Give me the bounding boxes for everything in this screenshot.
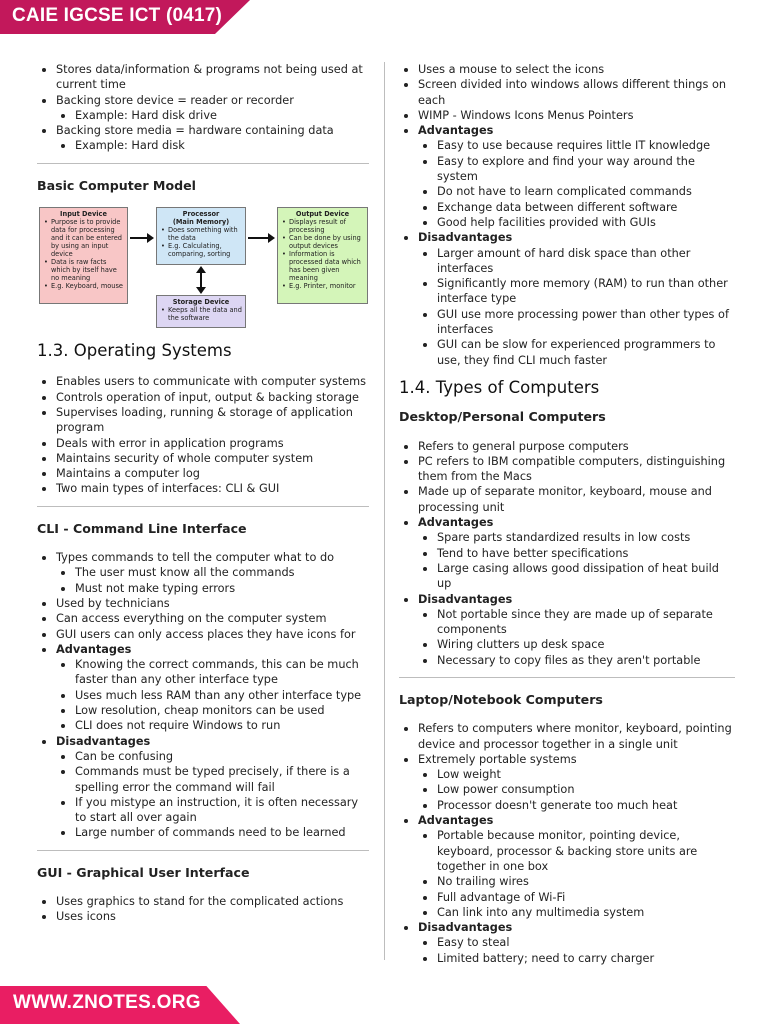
list-item-text: Extremely portable systems — [418, 752, 577, 766]
processor-title: Processor — [182, 210, 220, 219]
list-item-text: Wiring clutters up desk space — [437, 638, 605, 652]
arrow-processor-to-output — [248, 237, 273, 239]
sub-list — [418, 530, 735, 591]
list-item-text: Good help facilities provided with GUIs — [437, 215, 656, 229]
list-item-text: Backing store device = reader or recorder — [56, 93, 294, 107]
sub-list — [56, 657, 369, 733]
list-item-text: Uses much less RAM than any other interface type — [75, 688, 362, 702]
list-item — [37, 405, 369, 436]
list-item — [56, 565, 369, 580]
cli-list — [37, 550, 369, 841]
list-item-text: Must not make typing errors — [75, 581, 236, 595]
list-item-text: Exchange data between different software — [437, 200, 678, 214]
list-item — [418, 874, 735, 889]
list-item-text: Commands must be typed precisely, if there is a spelling error the command will fail — [75, 765, 350, 794]
list-item — [37, 62, 369, 93]
list-item — [418, 653, 735, 668]
list-item — [418, 138, 735, 153]
processor-items — [160, 226, 242, 258]
list-item-text: Refers to general purpose computers — [418, 439, 629, 453]
list-item-text: Spare parts standardized results in low costs — [437, 531, 691, 545]
list-item-text: Two main types of interfaces: CLI & GUI — [56, 482, 280, 496]
list-item — [418, 215, 735, 230]
list-item-text: PC refers to IBM compatible computers, distinguishing them from the Macs — [418, 454, 726, 484]
laptop-list — [399, 721, 735, 966]
list-item — [399, 592, 735, 668]
diagram-item: • Information is processed data which has been given meaning — [281, 250, 364, 282]
output-device-items — [281, 218, 364, 290]
arrow-processor-storage — [200, 268, 202, 292]
list-item-text: Disadvantages — [56, 734, 151, 748]
desktop-list — [399, 439, 735, 668]
list-item-text: The user must know all the commands — [75, 566, 295, 580]
footer-url[interactable]: WWW.ZNOTES.ORG — [13, 992, 201, 1013]
list-item — [37, 436, 369, 451]
list-item-text: Full advantage of Wi-Fi — [437, 890, 566, 904]
list-item-text: Do not have to learn complicated commands — [437, 185, 692, 199]
list-item — [37, 123, 369, 154]
list-item — [37, 451, 369, 466]
sub-list — [418, 607, 735, 668]
list-item-text: Types commands to tell the computer what to do — [56, 551, 335, 565]
list-item — [37, 596, 369, 611]
list-item — [399, 77, 735, 108]
os-heading: 1.3. Operating Systems — [37, 341, 232, 361]
sub-list — [418, 767, 735, 813]
list-item — [418, 184, 735, 199]
list-item — [37, 734, 369, 841]
sub-list — [418, 138, 735, 230]
list-item-text: Larger amount of hard disk space than other interfaces — [437, 246, 691, 275]
list-item-text: Used by technicians — [56, 596, 170, 610]
list-item — [418, 530, 735, 545]
list-item-text: Example: Hard disk — [75, 139, 185, 153]
diagram-item: • Keeps all the data and the software — [160, 306, 242, 322]
list-item — [418, 637, 735, 652]
list-item — [418, 337, 735, 368]
list-item-text: Uses graphics to stand for the complicated actions — [56, 894, 344, 908]
list-item-text: Large casing allows good dissipation of heat build up — [437, 561, 719, 591]
sub-list — [56, 565, 369, 596]
diagram-item: • E.g. Calculating, comparing, sorting — [160, 242, 242, 258]
list-item-text: Disadvantages — [418, 921, 513, 935]
storage-device-items — [160, 306, 242, 322]
list-item — [418, 951, 735, 966]
list-item — [37, 627, 369, 642]
list-item — [399, 108, 735, 123]
diagram-item: • Does something with the data — [160, 226, 242, 242]
list-item — [418, 246, 735, 277]
list-item-text: Low resolution, cheap monitors can be used — [75, 704, 325, 718]
list-item — [399, 721, 735, 752]
list-item — [37, 390, 369, 405]
list-item — [37, 93, 369, 124]
list-item — [37, 550, 369, 596]
diagram-item: • Can be done by using output devices — [281, 234, 364, 250]
diagram-item: • Purpose is to provide data for processing and it can be entered by using an input device — [43, 218, 124, 258]
list-item-text: Limited battery; need to carry charger — [437, 951, 655, 965]
list-item — [399, 752, 735, 813]
diagram-item: • E.g. Keyboard, mouse — [43, 282, 124, 290]
list-item — [56, 764, 369, 795]
list-item — [56, 703, 369, 718]
list-item — [399, 484, 735, 515]
list-item-text: Large number of commands need to be learned — [75, 826, 346, 840]
diagram-item: • E.g. Printer, monitor — [281, 282, 364, 290]
list-item — [418, 546, 735, 561]
divider — [37, 163, 369, 164]
list-item — [399, 454, 735, 485]
list-item — [37, 466, 369, 481]
list-item — [37, 909, 369, 924]
list-item — [37, 894, 369, 909]
list-item — [399, 62, 735, 77]
list-item-text: Enables users to communicate with computer systems — [56, 375, 367, 389]
list-item-text: Easy to use because requires little IT knowledge — [437, 139, 711, 153]
list-item-text: Not portable since they are made up of separate components — [437, 607, 713, 637]
list-item — [418, 798, 735, 813]
gui-list — [37, 894, 369, 925]
list-item-text: Low weight — [437, 768, 501, 782]
laptop-heading: Laptop/Notebook Computers — [399, 691, 603, 707]
list-item-text: GUI users can only access places they have icons for — [56, 627, 356, 641]
list-item-text: Easy to explore and find your way around the system — [437, 154, 695, 184]
list-item — [418, 767, 735, 782]
cli-heading: CLI - Command Line Interface — [37, 520, 247, 536]
storage-device-box — [156, 295, 246, 328]
list-item — [399, 515, 735, 591]
list-item — [418, 828, 735, 874]
list-item — [56, 718, 369, 733]
list-item — [56, 581, 369, 596]
list-item — [399, 813, 735, 920]
list-item — [418, 905, 735, 920]
basic-model-heading: Basic Computer Model — [37, 177, 196, 193]
list-item — [37, 611, 369, 626]
list-item-text: GUI use more processing power than other types of interfaces — [437, 307, 729, 337]
column-divider — [384, 62, 385, 960]
list-item — [56, 108, 369, 123]
list-item-text: Easy to steal — [437, 936, 510, 950]
list-item — [399, 439, 735, 454]
types-heading: 1.4. Types of Computers — [399, 377, 600, 397]
list-item — [37, 374, 369, 389]
input-device-title: Input Device — [60, 210, 107, 219]
divider — [399, 677, 735, 678]
storage-device-title: Storage Device — [172, 298, 230, 307]
list-item — [418, 200, 735, 215]
right-column — [399, 62, 735, 966]
divider — [37, 506, 369, 507]
list-item-text: Maintains security of whole computer system — [56, 451, 314, 465]
list-item — [418, 276, 735, 307]
list-item — [399, 123, 735, 230]
list-item-text: Necessary to copy files as they aren't portable — [437, 653, 701, 667]
output-device-title: Output Device — [295, 210, 350, 219]
divider — [37, 850, 369, 851]
list-item-text: Tend to have better specifications — [437, 546, 629, 560]
page-header-title: CAIE IGCSE ICT (0417) — [12, 5, 223, 26]
list-item-text: Can be confusing — [75, 749, 174, 763]
sub-list — [418, 828, 735, 920]
list-item — [399, 230, 735, 368]
gui-continued-list — [399, 62, 735, 368]
list-item-text: Controls operation of input, output & backing storage — [56, 390, 359, 404]
list-item-text: No trailing wires — [437, 875, 529, 889]
list-item-text: Advantages — [56, 642, 132, 656]
list-item-text: Maintains a computer log — [56, 467, 200, 481]
list-item-text: Screen divided into windows allows different things on each — [418, 78, 727, 107]
gui-heading: GUI - Graphical User Interface — [37, 864, 250, 880]
sub-list — [418, 935, 735, 966]
list-item-text: Uses icons — [56, 910, 116, 924]
list-item — [418, 307, 735, 338]
list-item — [418, 607, 735, 638]
sub-list — [56, 749, 369, 841]
list-item — [37, 642, 369, 734]
list-item-text: Advantages — [418, 516, 494, 530]
diagram-item: • Data is raw facts which by itself have no meaning — [43, 258, 124, 282]
list-item-text: WIMP - Windows Icons Menus Pointers — [418, 108, 634, 122]
left-column — [37, 62, 369, 925]
desktop-heading: Desktop/Personal Computers — [399, 409, 606, 425]
list-item — [37, 481, 369, 496]
list-item-text: Deals with error in application programs — [56, 436, 284, 450]
list-item-text: Disadvantages — [418, 231, 513, 245]
output-device-box — [277, 207, 368, 304]
list-item-text: Advantages — [418, 814, 494, 828]
diagram-item: • Displays result of processing — [281, 218, 364, 234]
storage-intro-list — [37, 62, 369, 154]
input-device-items — [43, 218, 124, 290]
list-item-text: Significantly more memory (RAM) to run than other interface type — [437, 277, 728, 306]
list-item-text: Can link into any multimedia system — [437, 905, 645, 919]
list-item — [418, 890, 735, 905]
list-item-text: Portable because monitor, pointing device, keyboard, processor & backing store units are together in one box — [437, 829, 698, 873]
os-list — [37, 374, 369, 496]
list-item-text: Example: Hard disk drive — [75, 108, 217, 122]
list-item — [56, 825, 369, 840]
list-item-text: Made up of separate monitor, keyboard, mouse and processing unit — [418, 485, 712, 514]
list-item-text: Refers to computers where monitor, keyboard, pointing device and processor together in a single unit — [418, 722, 732, 751]
list-item-text: GUI can be slow for experienced programmers to use, they find CLI much faster — [437, 338, 716, 367]
list-item — [56, 795, 369, 826]
sub-list — [418, 246, 735, 368]
list-item-text: Processor doesn't generate too much heat — [437, 798, 678, 812]
list-item-text: Disadvantages — [418, 592, 513, 606]
arrow-input-to-processor — [130, 237, 152, 239]
list-item — [418, 154, 735, 185]
list-item-text: Can access everything on the computer system — [56, 612, 327, 626]
list-item-text: CLI does not require Windows to run — [75, 719, 281, 733]
list-item-text: Stores data/information & programs not being used at current time — [56, 63, 363, 92]
list-item-text: Uses a mouse to select the icons — [418, 63, 605, 76]
list-item — [56, 657, 369, 688]
list-item-text: Backing store media = hardware containing data — [56, 124, 334, 138]
list-item — [418, 782, 735, 797]
list-item — [418, 935, 735, 950]
sub-list — [56, 138, 369, 153]
basic-computer-model-diagram — [37, 207, 369, 331]
processor-box — [156, 207, 246, 265]
list-item — [56, 688, 369, 703]
list-item-text: Low power consumption — [437, 783, 575, 797]
sub-list — [56, 108, 369, 123]
list-item — [56, 138, 369, 153]
list-item — [56, 749, 369, 764]
list-item — [418, 561, 735, 592]
list-item-text: If you mistype an instruction, it is often necessary to start all over again — [75, 795, 359, 825]
processor-subtitle: (Main Memory) — [172, 218, 230, 227]
list-item-text: Advantages — [418, 124, 494, 138]
list-item — [399, 920, 735, 966]
input-device-box — [39, 207, 128, 304]
list-item-text: Supervises loading, running & storage of application program — [56, 405, 353, 435]
list-item-text: Knowing the correct commands, this can be much faster than any other interface type — [75, 658, 359, 687]
